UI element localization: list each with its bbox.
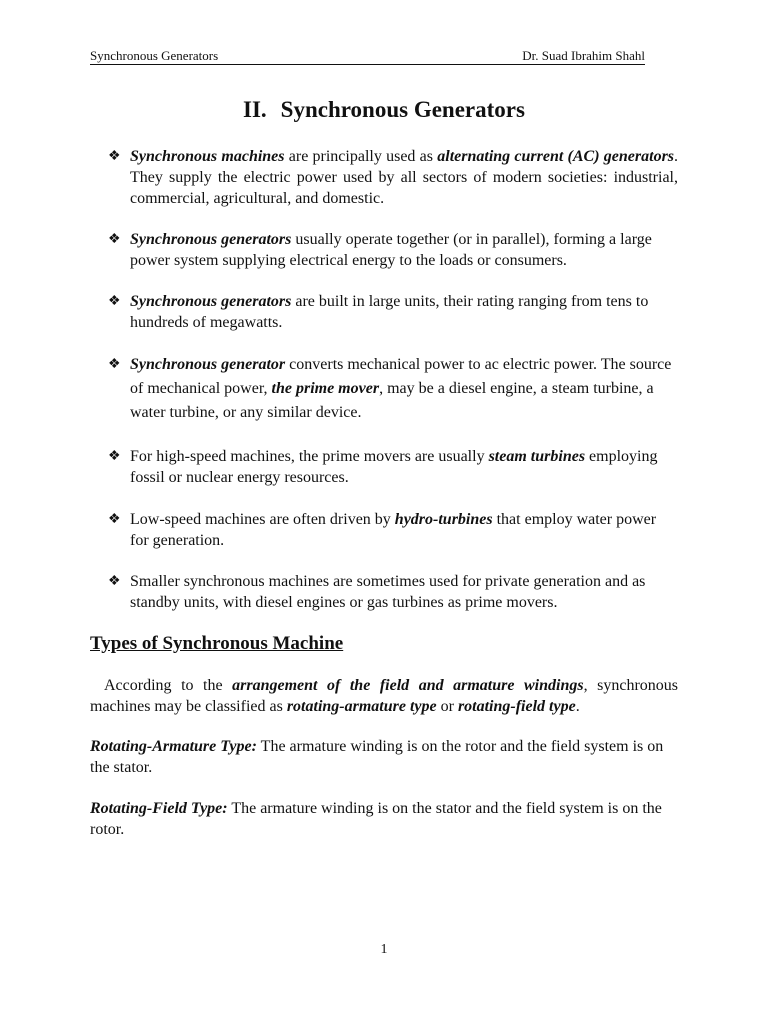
bullet-item bbox=[108, 229, 678, 271]
bullet-text: that employ water power for generation. bbox=[130, 511, 657, 549]
bullet-item bbox=[108, 509, 678, 551]
page-number: 1 bbox=[380, 942, 388, 957]
bullet-emphasis: Synchronous generators bbox=[130, 231, 292, 248]
bullet-text: usually operate together (or in parallel), forming a large power system supplying electrical energy to the loads or consumers. bbox=[130, 231, 652, 269]
para-text: or bbox=[436, 698, 458, 715]
para-text: According to the bbox=[104, 677, 233, 694]
rotating-armature-paragraph bbox=[90, 736, 678, 778]
para-text: , synchronous machines may be classified as bbox=[90, 677, 678, 715]
bullet-emphasis: alternating current (AC) generators bbox=[437, 148, 675, 165]
bullet-emphasis: Synchronous machines bbox=[130, 148, 285, 165]
para-emphasis: rotating-armature type bbox=[286, 698, 437, 715]
bullet-marker-icon: ❖ bbox=[108, 574, 121, 589]
section-heading: Types of Synchronous Machine bbox=[90, 633, 344, 654]
title-text: Synchronous Generators bbox=[280, 97, 525, 122]
bullet-emphasis: steam turbines bbox=[488, 448, 586, 465]
bullet-text: , may be a diesel engine, a steam turbine, a water turbine, or any similar device. bbox=[130, 380, 654, 421]
bullet-text: employing fossil or nuclear energy resources. bbox=[130, 448, 658, 486]
bullet-item bbox=[108, 146, 678, 209]
bullet-emphasis: the prime mover bbox=[271, 380, 380, 397]
bullet-text: converts mechanical power to ac electric power. The source of mechanical power, bbox=[130, 356, 672, 397]
bullet-marker-icon: ❖ bbox=[108, 149, 121, 164]
bullet-item bbox=[108, 291, 678, 333]
page-title bbox=[0, 96, 768, 124]
page-header bbox=[90, 48, 645, 65]
bullet-emphasis: Synchronous generator bbox=[130, 356, 286, 373]
bullet-text: are built in large units, their rating ranging from tens to hundreds of megawatts. bbox=[130, 293, 649, 331]
title-numeral: II. bbox=[243, 97, 267, 122]
bullet-text: Smaller synchronous machines are sometimes used for private generation and as standby units, with diesel engines or gas turbines as prime movers. bbox=[130, 573, 646, 611]
bullet-marker-icon: ❖ bbox=[108, 512, 121, 527]
bullet-marker-icon: ❖ bbox=[108, 357, 121, 372]
definition-text: The armature winding is on the rotor and the field system is on the stator. bbox=[90, 738, 664, 776]
header-left: Synchronous Generators bbox=[90, 48, 219, 63]
bullet-marker-icon: ❖ bbox=[108, 232, 121, 247]
header-right: Dr. Suad Ibrahim Shahl bbox=[522, 48, 645, 63]
types-intro-paragraph bbox=[90, 675, 678, 717]
definition-term: Rotating-Field Type: bbox=[90, 800, 228, 817]
para-text: . bbox=[575, 698, 580, 715]
bullet-item bbox=[108, 353, 678, 425]
definition-term: Rotating-Armature Type: bbox=[90, 738, 257, 755]
bullet-emphasis: Synchronous generators bbox=[130, 293, 292, 310]
bullet-marker-icon: ❖ bbox=[108, 449, 121, 464]
bullet-text: . They supply the electric power used by all sectors of modern societies: industrial, commercial, agricultural, and domestic. bbox=[130, 148, 679, 207]
bullet-item bbox=[108, 446, 678, 488]
bullet-marker-icon: ❖ bbox=[108, 294, 121, 309]
definition-text: The armature winding is on the stator and the field system is on the rotor. bbox=[90, 800, 662, 838]
para-emphasis: arrangement of the field and armature windings bbox=[232, 677, 584, 694]
bullet-text: For high-speed machines, the prime movers are usually bbox=[130, 448, 489, 465]
rotating-field-paragraph bbox=[90, 798, 678, 840]
bullet-emphasis: hydro-turbines bbox=[394, 511, 493, 528]
bullet-item bbox=[108, 571, 678, 613]
bullet-text: Low-speed machines are often driven by bbox=[130, 511, 395, 528]
para-emphasis: rotating-field type bbox=[457, 698, 576, 715]
bullet-text: are principally used as bbox=[284, 148, 438, 165]
